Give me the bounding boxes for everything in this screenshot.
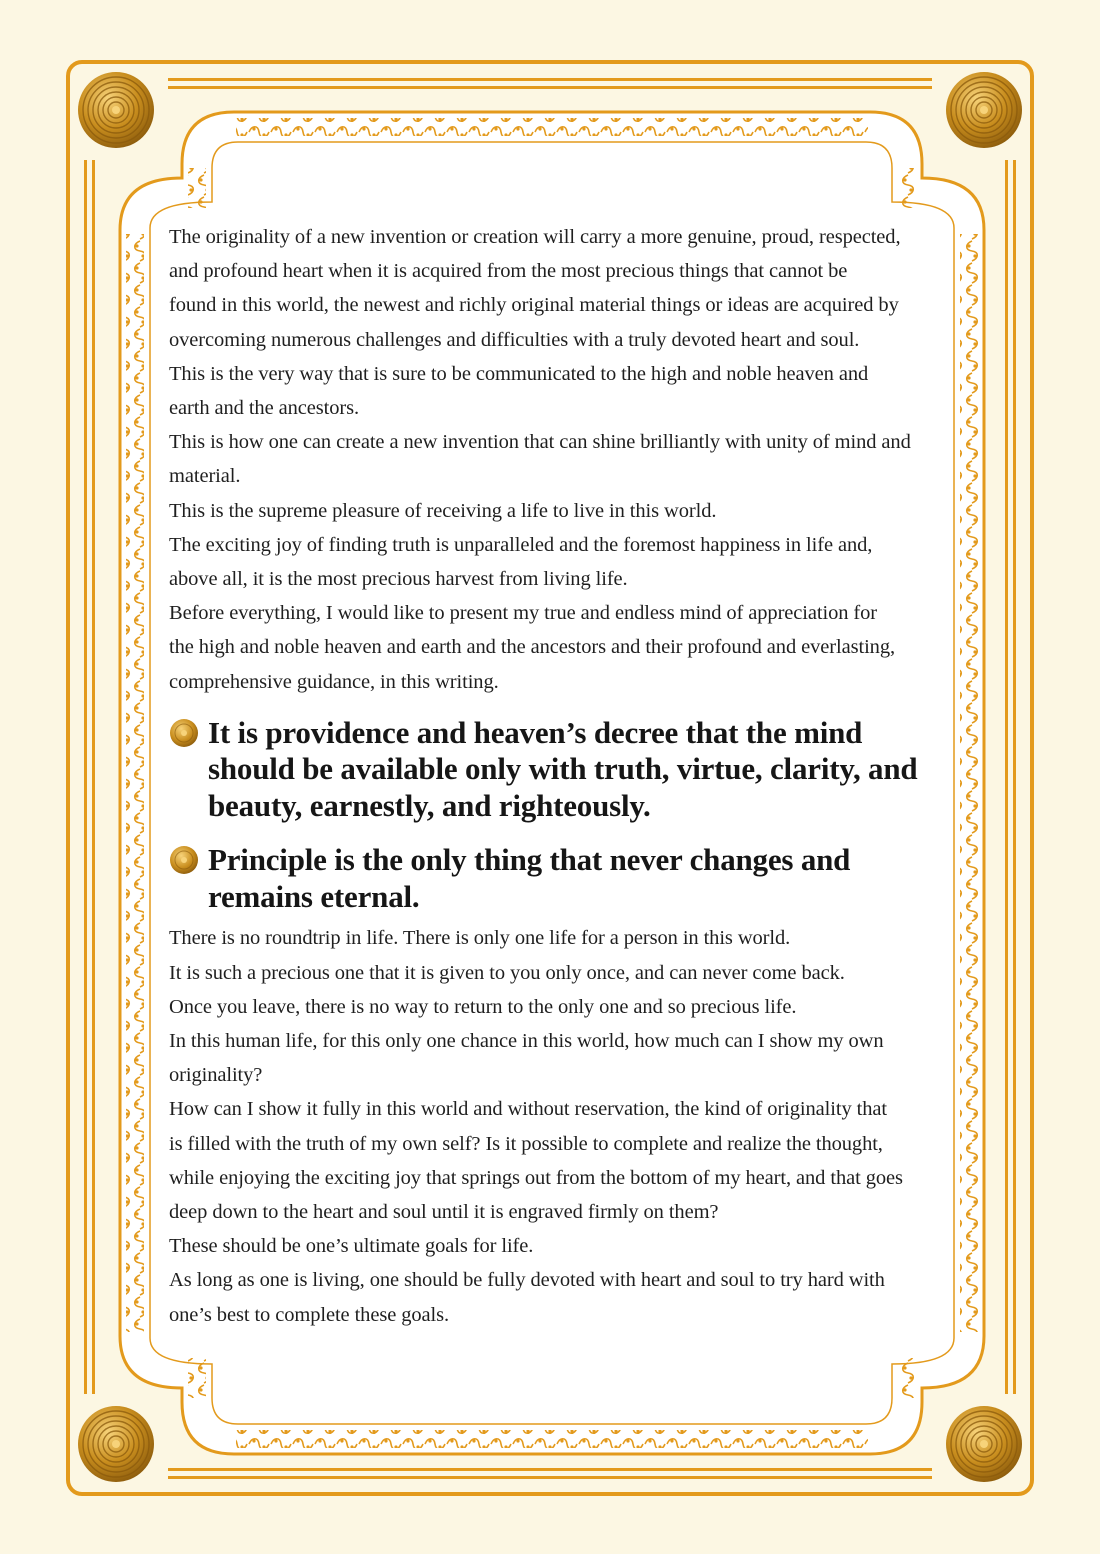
text-line: These should be one’s ultimate goals for life. xyxy=(169,1235,534,1258)
heading-line: Principle is the only thing that never changes and xyxy=(208,842,851,878)
text-line: the high and noble heaven and earth and the ancestors and their profound and everlasting, xyxy=(169,636,895,659)
heading-line: beauty, earnestly, and righteously. xyxy=(208,787,651,823)
heading-principle xyxy=(169,842,959,915)
text-line: and profound heart when it is acquired from the most precious things that cannot be xyxy=(169,260,848,283)
text-line: It is such a precious one that it is given to you only once, and can never come back. xyxy=(169,961,845,984)
text-line: There is no roundtrip in life. There is only one life for a person in this world. xyxy=(169,927,791,950)
heading-providence xyxy=(169,715,959,825)
heading-line: remains eternal. xyxy=(208,878,420,914)
text-line: is filled with the truth of my own self? Is it possible to complete and realize the thought, xyxy=(169,1132,883,1155)
text-line: material. xyxy=(169,465,241,488)
left-rule-inner xyxy=(92,160,95,1394)
right-rule xyxy=(1013,160,1016,1394)
gold-disc-bullet-icon xyxy=(169,845,199,875)
text-line: originality? xyxy=(169,1064,263,1087)
document-body xyxy=(169,220,959,1332)
right-rule-inner xyxy=(1005,160,1008,1394)
top-rule-inner xyxy=(168,86,932,89)
text-line: while enjoying the exciting joy that springs out from the bottom of my heart, and that goes xyxy=(169,1166,903,1189)
text-line: one’s best to complete these goals. xyxy=(169,1303,450,1326)
text-line: found in this world, the newest and richly original material things or ideas are acquired by xyxy=(169,294,899,317)
text-line: earth and the ancestors. xyxy=(169,397,359,420)
text-line: This is the supreme pleasure of receiving a life to live in this world. xyxy=(169,499,717,522)
bottom-rule-inner xyxy=(168,1476,932,1479)
text-line: In this human life, for this only one chance in this world, how much can I show my own xyxy=(169,1029,884,1052)
text-line: above all, it is the most precious harvest from living life. xyxy=(169,568,628,591)
text-line: overcoming numerous challenges and difficulties with a truly devoted heart and soul. xyxy=(169,328,860,351)
text-line: This is how one can create a new invention that can shine brilliantly with unity of mind and xyxy=(169,431,911,454)
top-rule xyxy=(168,78,932,81)
body-paragraph xyxy=(169,921,959,1331)
bottom-rule xyxy=(168,1468,932,1471)
heading-line: It is providence and heaven’s decree that the mind xyxy=(208,714,863,750)
text-line: The exciting joy of finding truth is unparalleled and the foremost happiness in life and, xyxy=(169,533,873,556)
text-line: As long as one is living, one should be fully devoted with heart and soul to try hard with xyxy=(169,1269,885,1292)
text-line: The originality of a new invention or creation will carry a more genuine, proud, respected, xyxy=(169,226,901,248)
text-line: Once you leave, there is no way to return to the only one and so precious life. xyxy=(169,995,797,1018)
text-line: This is the very way that is sure to be communicated to the high and noble heaven and xyxy=(169,362,869,385)
text-line: comprehensive guidance, in this writing. xyxy=(169,670,499,693)
text-line: Before everything, I would like to present my true and endless mind of appreciation for xyxy=(169,602,878,625)
intro-paragraph xyxy=(169,220,959,699)
text-line: How can I show it fully in this world and without reservation, the kind of originality that xyxy=(169,1098,887,1121)
heading-line: should be available only with truth, virtue, clarity, and xyxy=(208,751,918,787)
left-rule xyxy=(84,160,87,1394)
text-line: deep down to the heart and soul until it is engraved firmly on them? xyxy=(169,1200,719,1223)
gold-disc-bullet-icon xyxy=(169,718,199,748)
